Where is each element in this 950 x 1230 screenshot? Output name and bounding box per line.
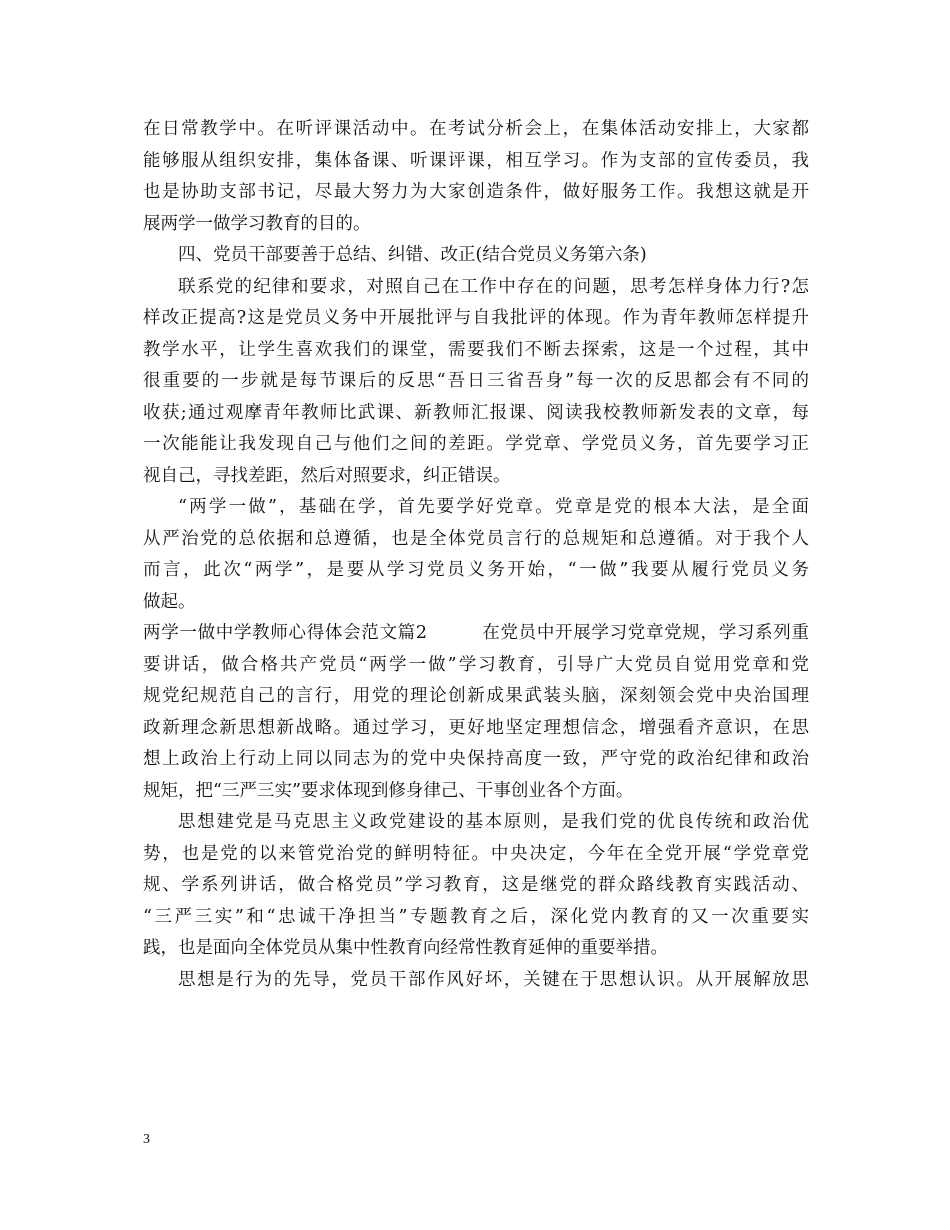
text-line: 规、学系列讲话，做合格党员”学习教育，这是继党的群众路线教育实践活动、 xyxy=(143,875,809,895)
text-line: 思想建党是马克思主义政党建设的基本原则，是我们党的优良传统和政治优 xyxy=(178,812,809,832)
text-line: 收获;通过观摩青年教师比武课、新教师汇报课、阅读我校教师新发表的文章，每 xyxy=(143,402,809,423)
text-line: 联系党的纪律和要求，对照自己在工作中存在的问题，思考怎样身体力行?怎 xyxy=(178,276,809,297)
text-line: 两学一做中学教师心得体会范文篇2 在党员中开展学习党章党规，学习系列重 xyxy=(143,623,809,643)
text-line: 思想是行为的先导，党员干部作风好坏，关键在于思想认识。从开展解放思 xyxy=(178,969,809,990)
text-line: “三严三实”和“忠诚干净担当”专题教育之后，深化党内教育的又一次重要实 xyxy=(143,906,809,927)
text-line: 规矩，把“三严三实”要求体现到修身律己、干事创业各个方面。 xyxy=(143,780,634,801)
text-line: 践，也是面向全体党员从集中性教育向经常性教育延伸的重要举措。 xyxy=(143,938,668,958)
text-line: 很重要的一步就是每节课后的反思“吾日三省吾身”每一次的反思都会有不同的 xyxy=(143,371,809,391)
text-line: 教学水平，让学生喜欢我们的课堂，需要我们不断去探索，这是一个过程，其中 xyxy=(143,339,809,360)
text-line: 从严治党的总依据和总遵循，也是全体党员言行的总规矩和总遵循。对于我个人 xyxy=(143,528,809,549)
text-line: 样改正提高?这是党员义务中开展批评与自我批评的体现。作为青年教师怎样提升 xyxy=(143,308,809,328)
body-text xyxy=(143,114,809,996)
text-line: 一次能能让我发现自己与他们之间的差距。学党章、学党员义务，首先要学习正 xyxy=(143,434,809,454)
text-line: 政新理念新思想新战略。通过学习，更好地坚定理想信念，增强看齐意识，在思 xyxy=(143,717,809,738)
text-line: 势，也是党的以来管党治党的鲜明特征。中央决定，今年在全党开展“学党章党 xyxy=(143,843,809,864)
text-line: 视自己，寻找差距，然后对照要求，纠正错误。 xyxy=(143,465,511,486)
text-line: 做起。 xyxy=(143,591,196,612)
text-line: 在日常教学中。在听评课活动中。在考试分析会上，在集体活动安排上，大家都 xyxy=(143,119,809,139)
text-line: 四、党员干部要善于总结、纠错、改正(结合党员义务第六条) xyxy=(178,245,647,265)
page-number: 3 xyxy=(143,1132,150,1147)
text-line: 想上政治上行动上同以同志为的党中央保持高度一致，严守党的政治纪律和政治 xyxy=(143,749,809,769)
text-line: 展两学一做学习教育的目的。 xyxy=(143,213,371,234)
text-line: 要讲话，做合格共产党员“两学一做”学习教育，引导广大党员自觉用党章和党 xyxy=(143,654,809,675)
text-line: 规党纪规范自己的言行，用党的理论创新成果武装头脑，深刻领会党中央治国理 xyxy=(143,686,809,706)
text-line: “两学一做”，基础在学，首先要学好党章。党章是党的根本大法，是全面 xyxy=(178,497,809,517)
text-line: 而言，此次“两学”，是要从学习党员义务开始，“一做”我要从履行党员义务 xyxy=(143,560,809,580)
text-line: 也是协助支部书记，尽最大努力为大家创造条件，做好服务工作。我想这就是开 xyxy=(143,182,809,202)
text-line: 能够服从组织安排，集体备课、听课评课，相互学习。作为支部的宣传委员，我 xyxy=(143,150,809,171)
